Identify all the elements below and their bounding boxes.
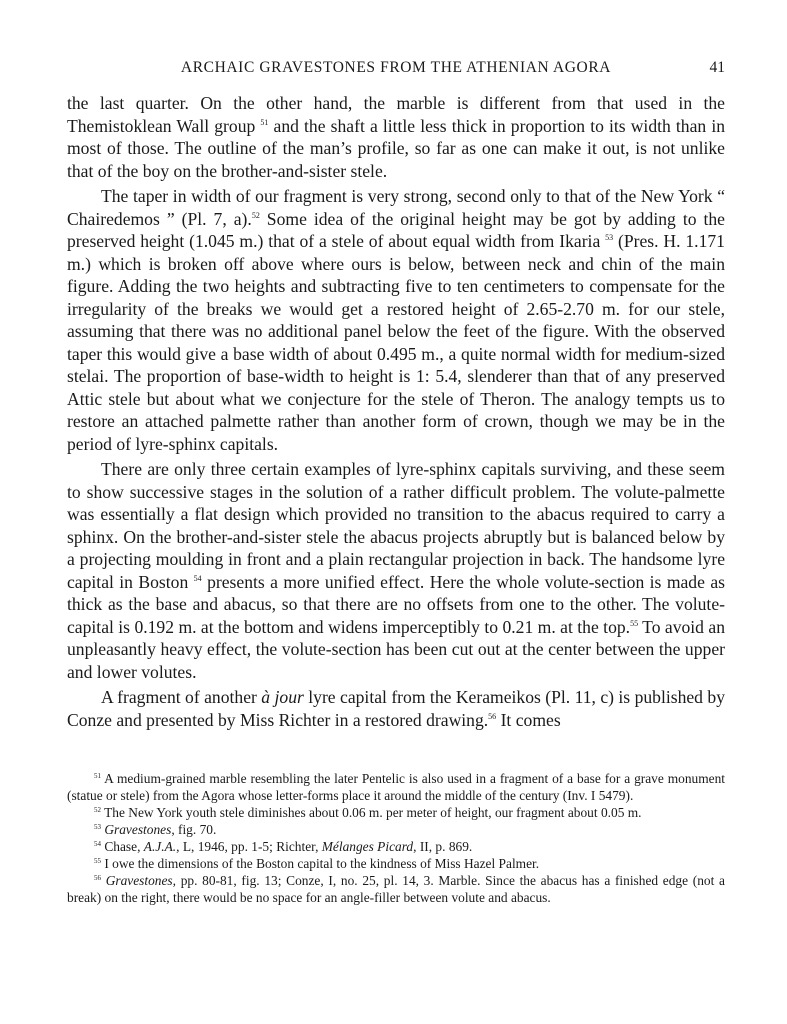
footnote-number: 53 [94, 823, 101, 831]
footnote-text: A medium-grained marble resembling the later Pentelic is also used in a fragment of a base for a grave monument (statue or stele) from the Agora whose letter-forms place it around the middle of the century (Inv. I 5479). [67, 771, 725, 803]
paragraph-3 [67, 458, 725, 683]
footnote-ref-54: 54 [193, 573, 202, 583]
footnote-55 [67, 855, 725, 872]
footnote-italic: Gravestones [105, 873, 173, 888]
footnote-51 [67, 770, 725, 804]
footnote-text: , pp. 80-81, fig. 13; Conze, I, no. 25, pl. 14, 3. Marble. Since the abacus has a finished edge (not a break) on the right, there would be no space for an angle-filler between volute and abacus. [67, 873, 725, 905]
footnote-53 [67, 821, 725, 838]
p2-text-a: The taper in width of our fragment is very strong, second only to that of the New York “ Chairedemos ” (Pl. 7, a). [67, 186, 725, 229]
p1-text-b: and the shaft a little less thick in proportion to its width than in most of those. The outline of the man’s profile, so far as one can make it out, is not unlike that of the boy on the brother-and-sister stele. [67, 115, 726, 181]
p4-text-a: A fragment of another [101, 687, 262, 707]
paragraph-1 [67, 92, 725, 182]
footnote-text: , fig. 70. [171, 822, 217, 837]
running-title: ARCHAIC GRAVESTONES FROM THE ATHENIAN AGORA [180, 59, 612, 76]
footnote-number: 55 [94, 857, 101, 865]
paragraph-2 [67, 185, 725, 455]
footnote-number: 54 [94, 840, 101, 848]
footnote-ref-56: 56 [488, 711, 497, 721]
footnote-text-a: Chase, [101, 839, 144, 854]
footnote-italic-1: A.J.A. [143, 839, 177, 854]
footnote-text-b: , L, 1946, pp. 1-5; Richter, [176, 839, 322, 854]
p2-text-c: (Pres. H. 1.171 m.) which is broken off above where ours is below, between neck and chin of the main figure. Adding the two heights and subtracting five to ten centimeters to compensate for the irregularity of the breaks we would get a restored height of 2.65-2.70 m. for our stele, assuming that there was no additional panel below the feet of the figure. With the observed taper this would give a base width of about 0.495 m., a quite normal width for medium-sized stelai. The proportion of base-width to height is 1: 5.4, slenderer than that of any preserved Attic stele but about what we conjecture for the stele of Theron. The analogy tempts us to restore an attached palmette rather than another form of crown, though we may be in the period of lyre-sphinx capitals. [67, 231, 725, 454]
p4-text-b: lyre capital from the Kerameikos (Pl. 11, c) is published by Conze and presented by Miss Richter in a restored drawing. [67, 687, 725, 730]
footnote-number: 56 [94, 874, 101, 882]
footnote-text: I owe the dimensions of the Boston capital to the kindness of Miss Hazel Palmer. [101, 856, 540, 871]
p3-text-b: presents a more unified effect. Here the whole volute-section is made as thick as the base and abacus, so that there are no offsets from one to the other. The volute-capital is 0.192 m. at the bottom and widens imperceptibly to 0.21 m. at the top. [67, 571, 725, 637]
footnote-number: 51 [94, 772, 101, 780]
footnote-ref-53: 53 [605, 233, 614, 242]
footnote-text-c: , II, p. 869. [413, 839, 473, 854]
p3-text-c: To avoid an unpleasantly heavy effect, the volute-section has been cut out at the center between the upper and lower volutes. [67, 616, 725, 682]
footnote-56 [67, 872, 725, 906]
footnote-italic-2: Mélanges Picard [321, 839, 414, 854]
p4-text-c: It comes [496, 709, 561, 730]
paragraph-4 [67, 686, 725, 731]
p4-italic: à jour [261, 687, 304, 707]
footnote-italic: Gravestones [104, 822, 172, 837]
page-header [67, 59, 725, 81]
footnotes [67, 770, 725, 906]
footnote-ref-55: 55 [630, 618, 639, 628]
footnote-text: The New York youth stele diminishes about 0.06 m. per meter of height, our fragment about 0.05 m. [101, 805, 642, 820]
p3-text-a: There are only three certain examples of lyre-sphinx capitals surviving, and these seem to show successive stages in the solution of a rather difficult problem. The volute-palmette was essentially a flat design which provided no transition to the abacus required to carry a sphinx. On the brother-and-sister stele the abacus projects abruptly but is balanced below by a projecting moulding in front and a plain rectangular projection in back. The handsome lyre capital in Boston [67, 459, 725, 592]
footnote-52 [67, 804, 725, 821]
p2-text-b: Some idea of the original height may be got by adding to the preserved height (1.045 m.) that of a stele of about equal width from Ikaria [67, 208, 725, 251]
footnote-ref-51: 51 [260, 117, 269, 127]
footnote-54 [67, 838, 725, 855]
footnote-number: 52 [94, 806, 101, 814]
page-number: 41 [709, 59, 725, 76]
p1-text-a: the last quarter. On the other hand, the marble is different from that used in the Themistoklean Wall group [67, 93, 725, 136]
footnote-ref-52: 52 [251, 210, 260, 220]
body-text [67, 92, 725, 731]
